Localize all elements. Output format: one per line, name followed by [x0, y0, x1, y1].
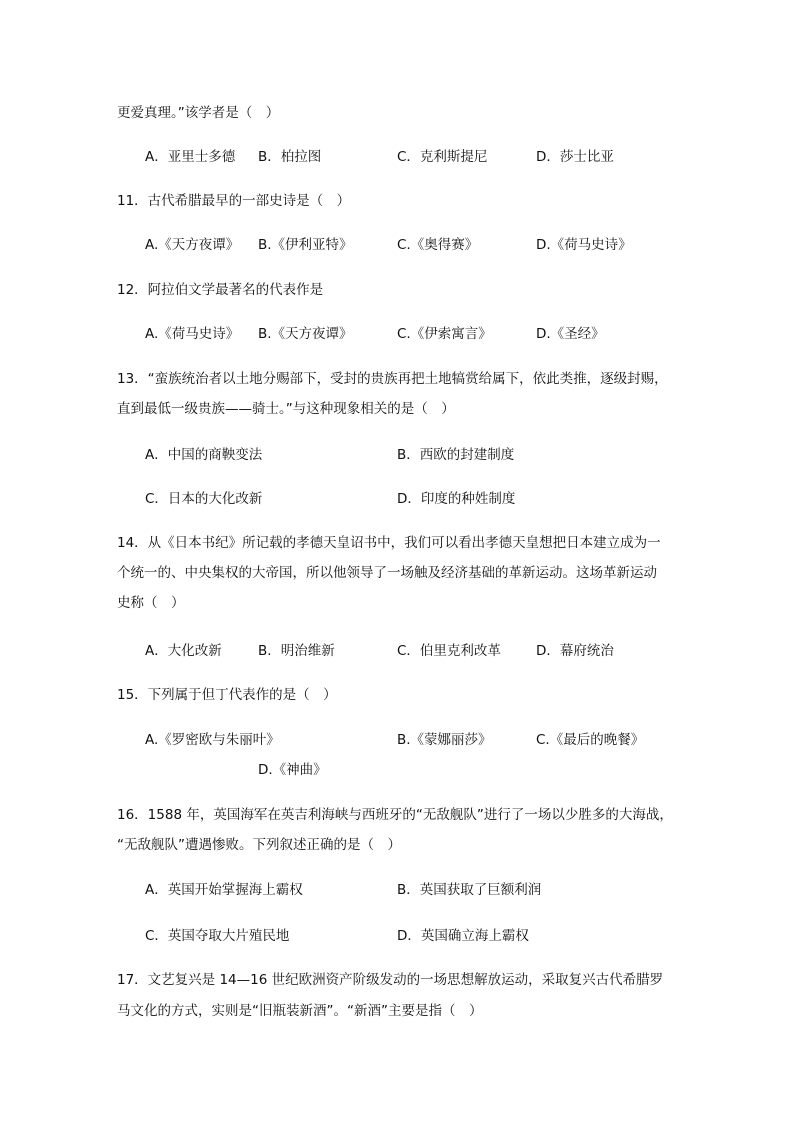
option-a: A.《天方夜谭》: [145, 237, 240, 253]
option-b: B．西欧的封建制度: [397, 447, 515, 463]
option-c: C．英国夺取大片殖民地: [145, 928, 290, 944]
option-d: D.《神曲》: [258, 762, 327, 778]
option-b: B.《天方夜谭》: [258, 326, 353, 342]
option-c: C.《奥得赛》: [397, 237, 479, 253]
question-stem: 14．从《日本书纪》所记载的孝德天皇诏书中，我们可以看出孝德天皇想把日本建立成为一: [117, 535, 661, 551]
option-a: A．大化改新: [145, 643, 222, 659]
question-stem: 12．阿拉伯文学最著名的代表作是: [117, 282, 324, 298]
option-c: C．伯里克利改革: [397, 643, 501, 659]
option-c: C.《伊索寓言》: [397, 326, 492, 342]
option-b: B．柏拉图: [258, 149, 322, 165]
option-a: A.《荷马史诗》: [145, 326, 240, 342]
question-stem: 13．“蛮族统治者以土地分赐部下，受封的贵族再把土地犒赏给属下，依此类推，逐级封赐，: [117, 371, 668, 387]
option-c: C．克利斯提尼: [397, 149, 488, 165]
question-stem: 11．古代希腊最早的一部史诗是（ ）: [117, 193, 351, 209]
option-d: D.《圣经》: [536, 326, 605, 342]
option-a: A.《罗密欧与朱丽叶》: [145, 732, 280, 748]
option-d: D.《荷马史诗》: [536, 237, 632, 253]
option-c: C.《最后的晚餐》: [536, 732, 645, 748]
question-stem: 更爱真理。”该学者是（ ）: [117, 105, 280, 121]
question-stem: 直到最低一级贵族——骑士。”与这种现象相关的是（ ）: [117, 401, 455, 417]
option-a: A．亚里士多德: [145, 149, 236, 165]
option-d: D．幕府统治: [536, 643, 614, 659]
option-b: B.《伊利亚特》: [258, 237, 353, 253]
question-stem: “无敌舰队”遭遇惨败。下列叙述正确的是（ ）: [117, 837, 401, 853]
question-stem: 马文化的方式，实则是“旧瓶装新酒”。“新酒”主要是指（ ）: [117, 1003, 483, 1019]
question-stem: 17．文艺复兴是 14—16 世纪欧洲资产阶级发动的一场思想解放运动，采取复兴古代希腊罗: [117, 972, 664, 988]
question-stem: 史称（ ）: [117, 595, 185, 611]
question-stem: 16．1588 年，英国海军在英吉利海峡与西班牙的“无敌舰队”进行了一场以少胜多的大海战，: [117, 807, 673, 823]
option-a: A．中国的商鞅变法: [145, 447, 263, 463]
option-a: A．英国开始掌握海上霸权: [145, 882, 303, 898]
option-b: B．英国获取了巨额利润: [397, 882, 542, 898]
option-c: C．日本的大化改新: [145, 491, 263, 507]
question-stem: 个统一的、中央集权的大帝国，所以他领导了一场触及经济基础的革新运动。这场革新运动: [117, 565, 657, 581]
question-stem: 15．下列属于但丁代表作的是（ ）: [117, 687, 337, 703]
option-d: D．莎士比亚: [536, 149, 614, 165]
option-b: B.《蒙娜丽莎》: [397, 732, 492, 748]
option-d: D．印度的种姓制度: [397, 491, 516, 507]
option-b: B．明治维新: [258, 643, 335, 659]
option-d: D．英国确立海上霸权: [397, 928, 529, 944]
